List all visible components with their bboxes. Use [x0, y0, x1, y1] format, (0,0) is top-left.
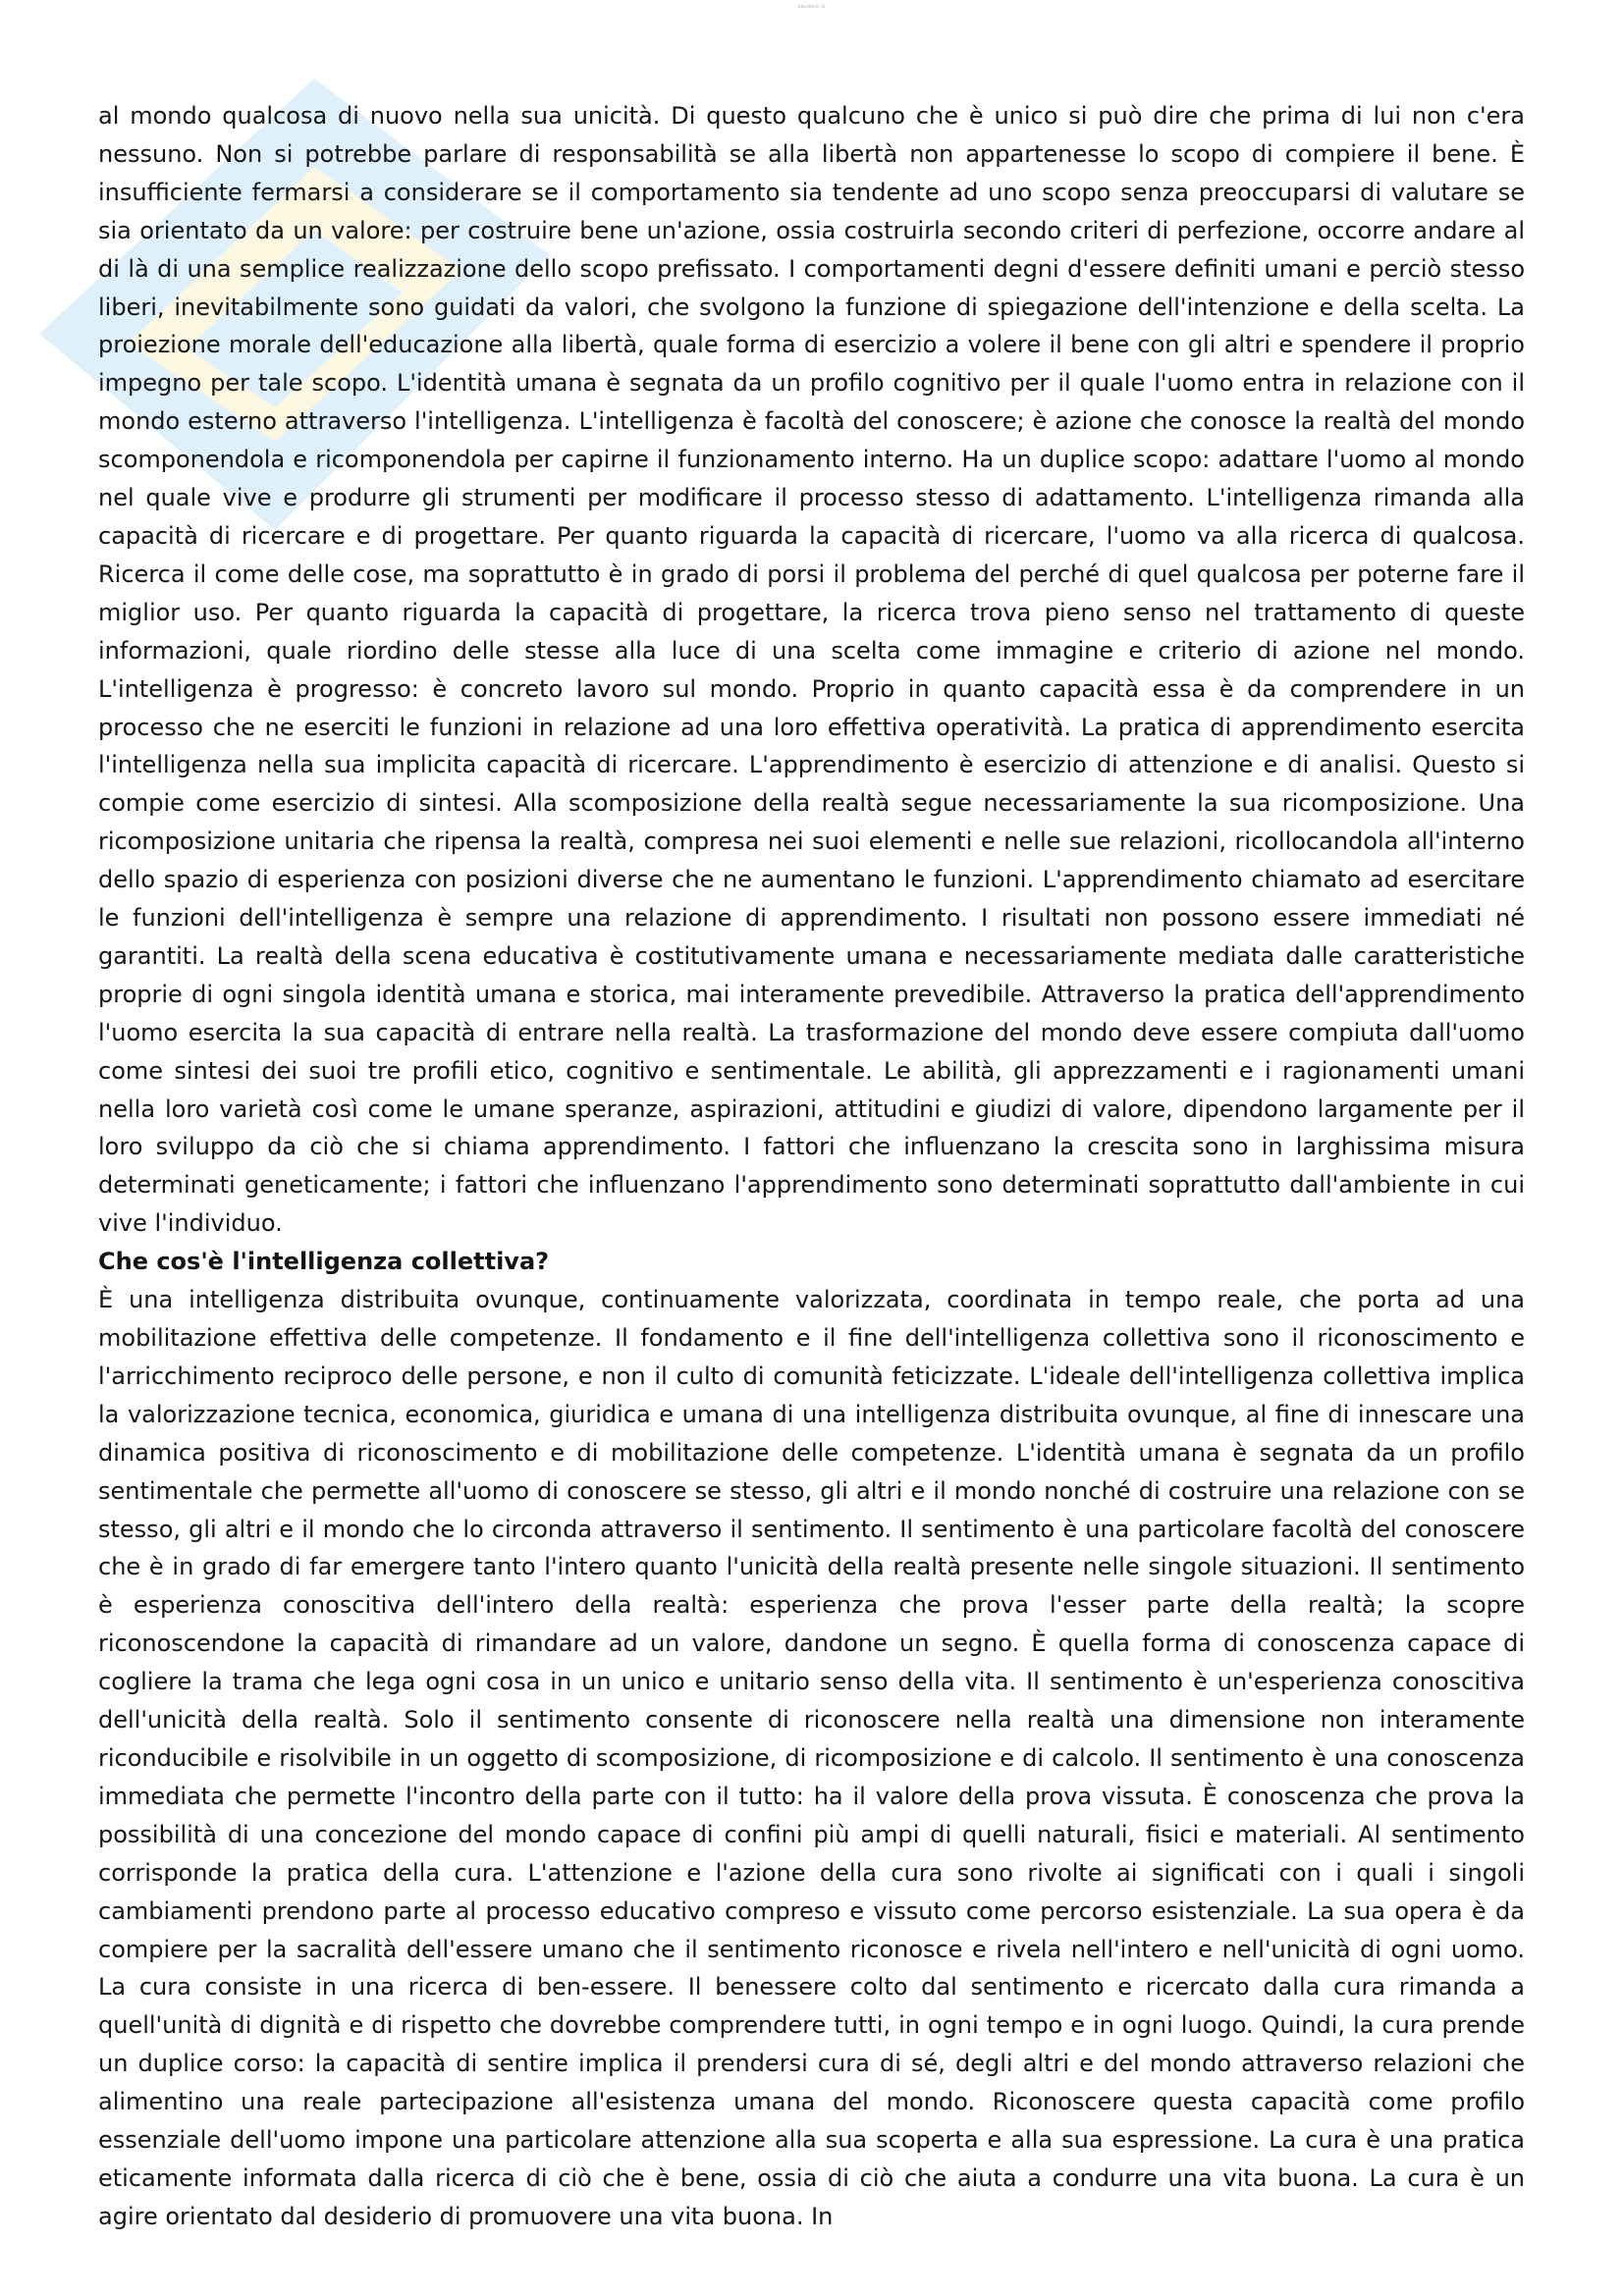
section-heading: Che cos'è l'intelligenza collettiva? [98, 1248, 550, 1276]
top-watermark-text: ditudenti.it [797, 4, 826, 9]
document-body [98, 97, 1525, 2236]
body-paragraph: È una intelligenza distribuita ovunque, continuamente valorizzata, coordinata in tempo reale, che porta ad una mobilitazione effettiva delle competenze. Il fondamento e il fine dell'intelligenza collettiva sono il riconoscimento e l'arricchimento reciproco delle persone, e non il culto di comunità feticizzate. L'ideale dell'intelligenza collettiva implica la valorizzazione tecnica, economica, giuridica e umana di una intelligenza distribuita ovunque, al fine di innescare una dinamica positiva di riconoscimento e di mobilitazione delle competenze. L'identità umana è segnata da un profilo sentimentale che permette all'uomo di conoscere se stesso, gli altri e il mondo nonché di costruire una relazione con se stesso, gli altri e il mondo che lo circonda attraverso il sentimento. Il sentimento è una particolare facoltà del conoscere che è in grado di far emergere tanto l'intero quanto l'unicità della realtà presente nelle singole situazioni. Il sentimento è esperienza conoscitiva dell'intero della realtà: esperienza che prova l'esser parte della realtà; la scopre riconoscendone la capacità di rimandare ad un valore, dandone un segno. È quella forma di conoscenza capace di cogliere la trama che lega ogni cosa in un unico e unitario senso della vita. Il sentimento è un'esperienza conoscitiva dell'unicità della realtà. Solo il sentimento consente di riconoscere nella realtà una dimensione non interamente riconducibile e risolvibile in un oggetto di scomposizione, di ricomposizione e di calcolo. Il sentimento è una conoscenza immediata che permette l'incontro della parte con il tutto: ha il valore della prova vissuta. È conoscenza che prova la possibilità di una concezione del mondo capace di confini più ampi di quelli naturali, fisici e materiali. Al sentimento corrisponde la pratica della cura. L'attenzione e l'azione della cura sono rivolte ai significati con i quali i singoli cambiamenti prendono parte al processo educativo compreso e vissuto come percorso esistenziale. La sua opera è da compiere per la sacralità dell'essere umano che il sentimento riconosce e rivela nell'intero e nell'unicità di ogni uomo. La cura consiste in una ricerca di ben-essere. Il benessere colto dal sentimento e ricercato dalla cura rimanda a quell'unità di dignità e di rispetto che dovrebbe comprendere tutti, in ogni tempo e in ogni luogo. Quindi, la cura prende un duplice corso: la capacità di sentire implica il prendersi cura di sé, degli altri e del mondo attraverso relazioni che alimentino una reale partecipazione all'esistenza umana del mondo. Riconoscere questa capacità come profilo essenziale dell'uomo impone una particolare attenzione alla sua scoperta e alla sua espressione. La cura è una pratica eticamente informata dalla ricerca di ciò che è bene, ossia di ciò che aiuta a condurre una vita buona. La cura è un agire orientato dal desiderio di promuovere una vita buona. In [98, 1286, 1525, 2230]
body-paragraph: al mondo qualcosa di nuovo nella sua unicità. Di questo qualcuno che è unico si può dire che prima di lui non c'era nessuno. Non si potrebbe parlare di responsabilità se alla libertà non appartenesse lo scopo di compiere il bene. È insufficiente fermarsi a considerare se il comportamento sia tendente ad uno scopo senza preoccuparsi di valutare se sia orientato da un valore: per costruire bene un'azione, ossia costruirla secondo criteri di perfezione, occorre andare al di là di una semplice realizzazione dello scopo prefissato. I comportamenti degni d'essere definiti umani e perciò stesso liberi, inevitabilmente sono guidati da valori, che svolgono la funzione di spiegazione dell'intenzione e della scelta. La proiezione morale dell'educazione alla libertà, quale forma di esercizio a volere il bene con gli altri e spendere il proprio impegno per tale scopo. L'identità umana è segnata da un profilo cognitivo per il quale l'uomo entra in relazione con il mondo esterno attraverso l'intelligenza. L'intelligenza è facoltà del conoscere; è azione che conosce la realtà del mondo scomponendola e ricomponendola per capirne il funzionamento interno. Ha un duplice scopo: adattare l'uomo al mondo nel quale vive e produrre gli strumenti per modificare il processo stesso di adattamento. L'intelligenza rimanda alla capacità di ricercare e di progettare. Per quanto riguarda la capacità di ricercare, l'uomo va alla ricerca di qualcosa. Ricerca il come delle cose, ma soprattutto è in grado di porsi il problema del perché di quel qualcosa per poterne fare il miglior uso. Per quanto riguarda la capacità di progettare, la ricerca trova pieno senso nel trattamento di queste informazioni, quale riordino delle stesse alla luce di una scelta come immagine e criterio di azione nel mondo. L'intelligenza è progresso: è concreto lavoro sul mondo. Proprio in quanto capacità essa è da comprendere in un processo che ne eserciti le funzioni in relazione ad una loro effettiva operatività. La pratica di apprendimento esercita l'intelligenza nella sua implicita capacità di ricercare. L'apprendimento è esercizio di attenzione e di analisi. Questo si compie come esercizio di sintesi. Alla scomposizione della realtà segue necessariamente la sua ricomposizione. Una ricomposizione unitaria che ripensa la realtà, compresa nei suoi elementi e nelle sue relazioni, ricollocandola all'interno dello spazio di esperienza con posizioni diverse che ne aumentano le funzioni. L'apprendimento chiamato ad esercitare le funzioni dell'intelligenza è sempre una relazione di apprendimento. I risultati non possono essere immediati né garantiti. La realtà della scena educativa è costitutivamente umana e necessariamente mediata dalle caratteristiche proprie di ogni singola identità umana e storica, mai interamente prevedibile. Attraverso la pratica dell'apprendimento l'uomo esercita la sua capacità di entrare nella realtà. La trasformazione del mondo deve essere compiuta dall'uomo come sintesi dei suoi tre profili etico, cognitivo e sentimentale. Le abilità, gli apprezzamenti e i ragionamenti umani nella loro varietà così come le umane speranze, aspirazioni, attitudini e giudizi di valore, dipendono largamente per il loro sviluppo da ciò che si chiama apprendimento. I fattori che influenzano la crescita sono in larghissima misura determinati geneticamente; i fattori che influenzano l'apprendimento sono determinati soprattutto dall'ambiente in cui vive l'individuo. [98, 102, 1525, 1238]
